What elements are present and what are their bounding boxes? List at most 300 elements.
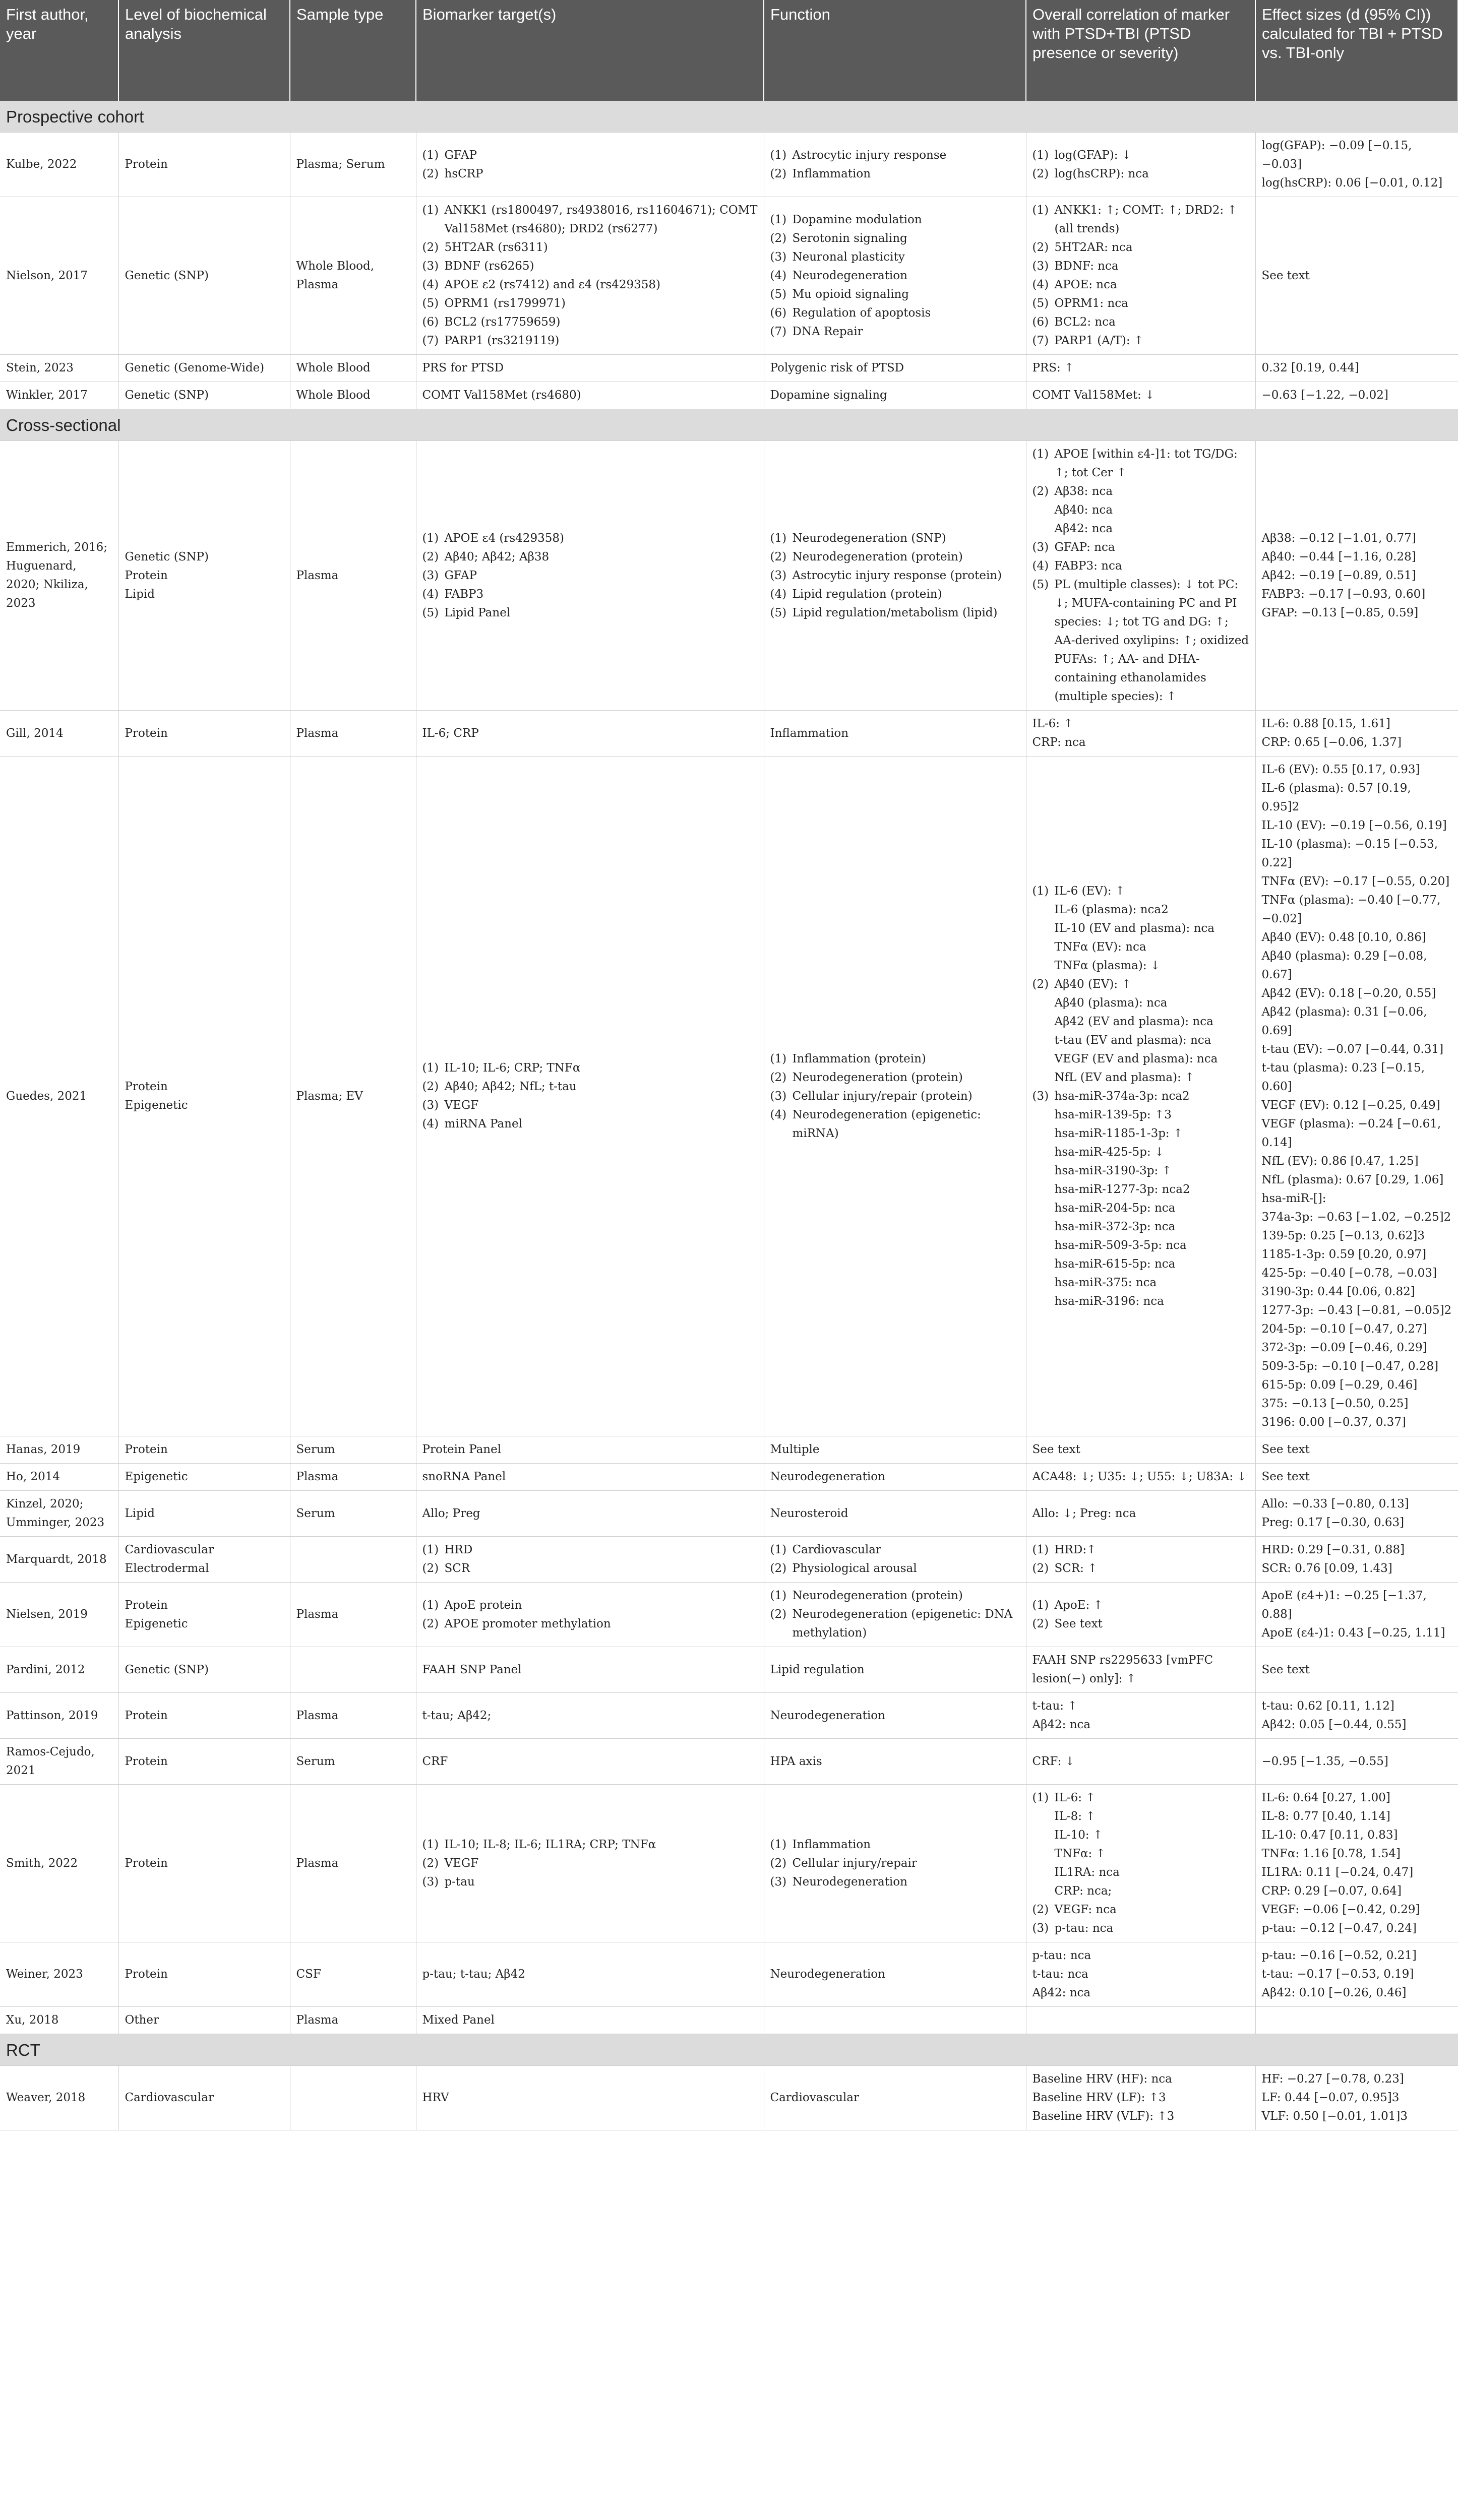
item-number: (1) (1032, 1543, 1049, 1556)
col-header-author: First author, year (0, 0, 118, 101)
level-text: Cardiovascular (125, 2091, 214, 2104)
correlation-item (1032, 165, 1249, 183)
item-text: hsa-miR-3196: nca (1054, 1294, 1164, 1308)
level-cell (118, 1647, 290, 1693)
correlation-text: IL-6: ↑ (1032, 717, 1073, 730)
item-number: (5) (770, 287, 787, 301)
level-text: Genetic (SNP) (125, 389, 209, 402)
item-text: NfL (EV and plasma): ↑ (1054, 1070, 1195, 1084)
item-number: (2) (1032, 167, 1049, 180)
level-text: Genetic (SNP) (125, 550, 209, 563)
level-text: Protein (125, 569, 168, 582)
author-cell: Ho, 2014 (0, 1464, 118, 1491)
item-number: (2) (1032, 977, 1049, 991)
function-cell: Neurodegeneration (764, 1464, 1026, 1491)
item-number (1032, 1807, 1055, 1826)
effect-size-text: t-tau: 0.62 [0.11, 1.12] (1261, 1699, 1394, 1713)
effect-size-text: 374a-3p: −0.63 [−1.02, −0.25]2 (1261, 1211, 1451, 1224)
biomarker-item (422, 294, 758, 313)
sample-text: Serum (296, 1754, 335, 1768)
item-text: Aβ38: nca (1054, 485, 1113, 498)
level-text: Lipid (125, 1506, 155, 1520)
function-item-list (770, 1050, 1020, 1143)
correlation-cell (1026, 197, 1255, 355)
function-cell (764, 197, 1026, 355)
item-text: Aβ40: nca (1054, 503, 1113, 517)
correlation-cell (1026, 1583, 1255, 1647)
level-text: Protein (125, 1754, 168, 1768)
item-number (1032, 1162, 1055, 1180)
correlation-item (1032, 1050, 1249, 1068)
item-text: Cellular injury/repair (792, 1856, 917, 1870)
sample-text: Plasma; Serum (296, 158, 385, 171)
level-cell (118, 1464, 290, 1491)
item-text: VEGF: nca (1054, 1903, 1117, 1916)
biomarker-cell (416, 1785, 764, 1942)
correlation-item (1032, 1596, 1249, 1615)
item-text: BCL2 (rs17759659) (444, 316, 561, 329)
function-item-list (770, 529, 1020, 622)
sample-cell (290, 2066, 416, 2130)
item-text: hsa-miR-372-3p: nca (1054, 1220, 1176, 1233)
biomarker-cell: snoRNA Panel (416, 1464, 764, 1491)
level-cell (118, 1785, 290, 1942)
item-text: SCR (444, 1562, 470, 1575)
function-item (770, 1836, 1020, 1854)
correlation-cell (1026, 1693, 1255, 1739)
function-cell: Neurosteroid (764, 1491, 1026, 1537)
function-item (770, 604, 1020, 622)
level-cell (118, 133, 290, 197)
effect-size-text: IL-10: 0.47 [0.11, 0.83] (1261, 1829, 1398, 1842)
sample-text: Serum (296, 1443, 335, 1456)
item-number: (5) (1032, 578, 1049, 591)
table-row (0, 1537, 1458, 1583)
correlation-text: CRP: nca (1032, 736, 1086, 749)
item-number (1032, 1236, 1055, 1255)
effect-size-text: TNFα (plasma): −0.40 [−0.77, −0.02] (1261, 894, 1441, 925)
correlation-item (1032, 257, 1249, 276)
function-item (770, 1873, 1020, 1892)
effect-size-text: NfL (plasma): 0.67 [0.29, 1.06] (1261, 1173, 1444, 1186)
effect-size-text: Aβ40: −0.44 [−1.16, 0.28] (1261, 550, 1416, 563)
correlation-item (1032, 1124, 1249, 1143)
effect-size-cell (1255, 1693, 1458, 1739)
effect-size-text: t-tau (EV): −0.07 [−0.44, 0.31] (1261, 1043, 1444, 1056)
item-number: (3) (422, 569, 439, 582)
correlation-item (1032, 1180, 1249, 1199)
item-text: FABP3 (444, 587, 484, 601)
item-number: (2) (1032, 241, 1049, 254)
item-text: hsa-miR-3190-3p: ↑ (1054, 1164, 1172, 1177)
item-number (1032, 919, 1055, 938)
effect-size-cell (1255, 2007, 1458, 2034)
function-cell: Neurodegeneration (764, 1693, 1026, 1739)
item-text: Cellular injury/repair (protein) (792, 1089, 973, 1103)
function-item-list (770, 146, 1020, 183)
author-cell: Nielson, 2017 (0, 197, 118, 355)
effect-size-cell (1255, 757, 1458, 1436)
correlation-cell (1026, 757, 1255, 1436)
effect-size-text: FABP3: −0.17 [−0.93, 0.60] (1261, 587, 1426, 601)
item-number: (4) (1032, 278, 1049, 291)
item-text: CRP: nca; (1054, 1884, 1112, 1898)
level-text: Epigenetic (125, 1617, 188, 1630)
item-text: hsa-miR-139-5p: ↑3 (1054, 1108, 1172, 1121)
col-header-level: Level of biochemical analysis (118, 0, 290, 101)
effect-size-cell (1255, 711, 1458, 757)
effect-size-text: IL-6: 0.88 [0.15, 1.61] (1261, 717, 1390, 730)
item-number: (2) (770, 550, 787, 563)
correlation-item (1032, 557, 1249, 576)
col-header-correlation: Overall correlation of marker with PTSD+TBI (PTSD presence or severity) (1026, 0, 1255, 101)
correlation-text: FAAH SNP rs2295633 [vmPFC lesion(−) only]: ↑ (1032, 1654, 1213, 1685)
level-text: Electrodermal (125, 1562, 209, 1575)
item-number: (6) (1032, 316, 1049, 329)
effect-size-text: 509-3-5p: −0.10 [−0.47, 0.28] (1261, 1360, 1439, 1373)
item-text: ApoE protein (444, 1598, 522, 1612)
effect-size-text: Preg: 0.17 [−0.30, 0.63] (1261, 1516, 1405, 1529)
effect-size-text: IL-6 (plasma): 0.57 [0.19, 0.95]2 (1261, 782, 1411, 813)
table-row (0, 2066, 1458, 2130)
item-number: (1) (1032, 1598, 1049, 1612)
item-number: (1) (422, 531, 439, 545)
effect-size-text: Aβ42: −0.19 [−0.89, 0.51] (1261, 569, 1416, 582)
function-item (770, 1541, 1020, 1559)
level-cell (118, 382, 290, 409)
sample-text: Whole Blood (296, 389, 371, 402)
function-item (770, 585, 1020, 604)
item-text: p-tau (444, 1875, 475, 1888)
correlation-cell (1026, 382, 1255, 409)
level-text: Genetic (SNP) (125, 269, 209, 282)
correlation-item (1032, 1162, 1249, 1180)
function-item (770, 165, 1020, 183)
author-cell: Nielsen, 2019 (0, 1583, 118, 1647)
function-cell (764, 757, 1026, 1436)
correlation-cell (1026, 1647, 1255, 1693)
correlation-text: t-tau: nca (1032, 1968, 1088, 1981)
author-cell: Pattinson, 2019 (0, 1693, 118, 1739)
item-number: (2) (1032, 1903, 1049, 1916)
sample-text: Plasma (296, 1709, 339, 1722)
item-text: VEGF (444, 1099, 479, 1112)
item-text: IL-10 (EV and plasma): nca (1054, 921, 1215, 935)
item-text: hsa-miR-375: nca (1054, 1276, 1157, 1289)
sample-text: Whole Blood (296, 361, 371, 374)
function-cell (764, 1537, 1026, 1583)
item-number: (5) (1032, 297, 1049, 310)
sample-cell (290, 2007, 416, 2034)
item-text: TNFα (plasma): ↓ (1054, 959, 1161, 972)
level-cell (118, 2066, 290, 2130)
correlation-item (1032, 1292, 1249, 1311)
effect-size-text: Aβ40 (EV): 0.48 [0.10, 0.86] (1261, 931, 1426, 944)
item-number (1032, 994, 1055, 1013)
effect-size-text: p-tau: −0.12 [−0.47, 0.24] (1261, 1922, 1417, 1935)
table-row (0, 2007, 1458, 2034)
item-text: Neurodegeneration (792, 269, 907, 282)
item-number: (2) (422, 1562, 439, 1575)
correlation-item (1032, 975, 1249, 994)
item-number: (3) (422, 260, 439, 273)
item-text: log(hsCRP): nca (1054, 167, 1149, 180)
biomarker-cell: FAAH SNP Panel (416, 1647, 764, 1693)
item-number: (4) (770, 269, 787, 282)
correlation-item (1032, 1559, 1249, 1578)
level-cell (118, 1693, 290, 1739)
level-text: Cardiovascular (125, 1543, 214, 1556)
biomarker-cell: CRF (416, 1739, 764, 1785)
item-number: (2) (770, 1070, 787, 1084)
item-text: BDNF: nca (1054, 260, 1119, 273)
item-number: (3) (422, 1875, 439, 1888)
item-number: (2) (422, 241, 439, 254)
author-cell: Marquardt, 2018 (0, 1537, 118, 1583)
correlation-cell (1026, 1739, 1255, 1785)
biomarker-cell: t-tau; Aβ42; (416, 1693, 764, 1739)
effect-size-text: See text (1261, 1470, 1310, 1483)
correlation-item (1032, 332, 1249, 350)
item-text: hsa-miR-509-3-5p: nca (1054, 1238, 1187, 1252)
sample-cell (290, 1491, 416, 1537)
effect-size-text: See text (1261, 1663, 1310, 1676)
correlation-cell (1026, 133, 1255, 197)
item-text: IL-6: ↑ (1054, 1791, 1096, 1804)
function-cell: Cardiovascular (764, 2066, 1026, 2130)
biomarker-cell (416, 197, 764, 355)
item-number (1032, 1255, 1055, 1274)
correlation-item-list (1032, 146, 1249, 183)
effect-size-text: See text (1261, 269, 1310, 282)
effect-size-text: 372-3p: −0.09 [−0.46, 0.29] (1261, 1341, 1427, 1354)
effect-size-text: 0.32 [0.19, 0.44] (1261, 361, 1360, 374)
table-row (0, 197, 1458, 355)
correlation-item-list (1032, 445, 1249, 706)
table-row (0, 441, 1458, 711)
item-number: (5) (770, 606, 787, 619)
function-cell: Polygenic risk of PTSD (764, 355, 1026, 382)
level-text: Protein (125, 1709, 168, 1722)
item-text: OPRM1 (rs1799971) (444, 297, 566, 310)
sample-cell (290, 1693, 416, 1739)
table-row (0, 1739, 1458, 1785)
item-number: (5) (422, 297, 439, 310)
function-item (770, 1087, 1020, 1106)
table-row (0, 1491, 1458, 1537)
biomarker-item (422, 604, 758, 622)
item-number: (2) (1032, 1562, 1049, 1575)
effect-size-text: IL-6: 0.64 [0.27, 1.00] (1261, 1791, 1390, 1804)
level-cell (118, 1739, 290, 1785)
item-text: Neurodegeneration (792, 1875, 907, 1888)
item-text: TNFα (EV): nca (1054, 940, 1146, 954)
item-text: IL-6 (plasma): nca2 (1054, 903, 1169, 916)
correlation-text: Aβ42: nca (1032, 1986, 1091, 1999)
correlation-cell (1026, 1436, 1255, 1464)
item-text: 5HT2AR (rs6311) (444, 241, 548, 254)
effect-size-text: IL-10 (plasma): −0.15 [−0.53, 0.22] (1261, 838, 1438, 869)
effect-size-text: −0.63 [−1.22, −0.02] (1261, 389, 1388, 402)
item-text: miRNA Panel (444, 1117, 522, 1130)
item-number: (3) (1032, 260, 1049, 273)
effect-size-cell (1255, 441, 1458, 711)
item-number: (1) (770, 1052, 787, 1065)
effect-size-text: See text (1261, 1443, 1310, 1456)
item-text: FABP3: nca (1054, 559, 1122, 573)
item-text: Mu opioid signaling (792, 287, 909, 301)
level-cell (118, 2007, 290, 2034)
correlation-item (1032, 919, 1249, 938)
sample-cell (290, 1464, 416, 1491)
correlation-item (1032, 1882, 1249, 1901)
item-text: SCR: ↑ (1054, 1562, 1098, 1575)
item-text: Aβ40 (EV): ↑ (1054, 977, 1131, 991)
item-text: hsCRP (444, 167, 483, 180)
effect-size-text: ApoE (ε4+)1: −0.25 [−1.37, 0.88] (1261, 1589, 1427, 1621)
biomarker-cell: PRS for PTSD (416, 355, 764, 382)
correlation-cell (1026, 1537, 1255, 1583)
level-text: Protein (125, 1598, 168, 1612)
item-number (1032, 1050, 1055, 1068)
function-item (770, 529, 1020, 548)
correlation-cell (1026, 1785, 1255, 1942)
level-cell (118, 1583, 290, 1647)
correlation-item (1032, 520, 1249, 538)
item-number (1032, 938, 1055, 957)
item-number: (7) (1032, 334, 1049, 347)
item-text: OPRM1: nca (1054, 297, 1128, 310)
correlation-item (1032, 938, 1249, 957)
correlation-item (1032, 501, 1249, 520)
item-text: Aβ40 (plasma): nca (1054, 996, 1168, 1010)
biomarker-item (422, 276, 758, 294)
item-number: (4) (422, 587, 439, 601)
author-cell: Gill, 2014 (0, 711, 118, 757)
item-text: TNFα: ↑ (1054, 1847, 1106, 1860)
item-number: (1) (422, 1543, 439, 1556)
item-number: (3) (770, 1089, 787, 1103)
table-body (0, 101, 1458, 2130)
correlation-item (1032, 294, 1249, 313)
correlation-item (1032, 1919, 1249, 1938)
function-item (770, 1106, 1020, 1143)
correlation-text: t-tau: ↑ (1032, 1699, 1077, 1713)
author-cell: Smith, 2022 (0, 1785, 118, 1942)
item-number: (1) (770, 1838, 787, 1851)
item-number (1032, 1826, 1055, 1845)
item-number (1032, 1068, 1055, 1087)
author-cell: Guedes, 2021 (0, 757, 118, 1436)
item-text: Regulation of apoptosis (792, 306, 931, 320)
effect-size-text: t-tau (plasma): 0.23 [−0.15, 0.60] (1261, 1061, 1425, 1093)
correlation-item-list (1032, 1789, 1249, 1938)
effect-size-cell (1255, 1537, 1458, 1583)
correlation-text: See text (1032, 1443, 1080, 1456)
correlation-cell (1026, 711, 1255, 757)
item-number (1032, 901, 1055, 919)
correlation-item (1032, 1087, 1249, 1106)
item-number: (3) (770, 1875, 787, 1888)
function-item (770, 1605, 1020, 1643)
biomarker-item (422, 1854, 758, 1873)
item-text: hsa-miR-204-5p: nca (1054, 1201, 1176, 1215)
table-row (0, 1436, 1458, 1464)
biomarker-item (422, 238, 758, 257)
effect-size-cell (1255, 1583, 1458, 1647)
author-cell: Weaver, 2018 (0, 2066, 118, 2130)
correlation-text: Baseline HRV (VLF): ↑3 (1032, 2110, 1175, 2123)
effect-size-cell (1255, 382, 1458, 409)
item-text: 5HT2AR: nca (1054, 241, 1133, 254)
biomarker-item-list (422, 1836, 758, 1892)
author-cell: Ramos-Cejudo, 2021 (0, 1739, 118, 1785)
section-title: Cross-sectional (0, 409, 1458, 441)
biomarker-cell (416, 1583, 764, 1647)
author-cell: Kinzel, 2020; Umminger, 2023 (0, 1491, 118, 1537)
correlation-text: Allo: ↓; Preg: nca (1032, 1506, 1136, 1520)
effect-size-cell (1255, 1942, 1458, 2007)
item-number: (2) (770, 1856, 787, 1870)
item-number: (7) (422, 334, 439, 347)
item-text: hsa-miR-374a-3p: nca2 (1054, 1089, 1190, 1103)
item-number: (1) (1032, 148, 1049, 162)
biomarker-item (422, 332, 758, 350)
item-number: (1) (770, 148, 787, 162)
biomarker-item (422, 1873, 758, 1892)
effect-size-text: 1277-3p: −0.43 [−0.81, −0.05]2 (1261, 1304, 1452, 1317)
biomarker-item (422, 529, 758, 548)
correlation-item (1032, 1901, 1249, 1919)
biomarker-item (422, 201, 758, 238)
item-number (1032, 520, 1055, 538)
item-text: Neurodegeneration (protein) (792, 1589, 963, 1602)
level-cell (118, 1537, 290, 1583)
function-item (770, 1559, 1020, 1578)
biomarker-item (422, 1078, 758, 1096)
sample-text: Plasma (296, 1608, 339, 1621)
correlation-item (1032, 1218, 1249, 1236)
biomarker-cell: COMT Val158Met (rs4680) (416, 382, 764, 409)
item-number: (2) (770, 167, 787, 180)
item-number: (1) (770, 1543, 787, 1556)
effect-size-text: log(GFAP): −0.09 [−0.15, −0.03] (1261, 139, 1412, 171)
item-number (1032, 957, 1055, 975)
biomarker-cell: Mixed Panel (416, 2007, 764, 2034)
header-row (0, 0, 1458, 101)
biomarker-item (422, 1559, 758, 1578)
correlation-item (1032, 313, 1249, 332)
biomarker-cell: Protein Panel (416, 1436, 764, 1464)
item-text: Neurodegeneration (protein) (792, 550, 963, 563)
correlation-text: Baseline HRV (HF): nca (1032, 2072, 1172, 2086)
item-number: (2) (770, 1608, 787, 1621)
correlation-item (1032, 1031, 1249, 1050)
item-number (1032, 1124, 1055, 1143)
item-number (1032, 1106, 1055, 1124)
item-number: (6) (422, 316, 439, 329)
sample-cell (290, 197, 416, 355)
correlation-item (1032, 1826, 1249, 1845)
correlation-item (1032, 276, 1249, 294)
item-text: VEGF (EV and plasma): nca (1054, 1052, 1218, 1065)
correlation-item (1032, 482, 1249, 501)
function-item-list (770, 1587, 1020, 1643)
function-item (770, 229, 1020, 248)
correlation-item (1032, 1143, 1249, 1162)
item-text: APOE: nca (1054, 278, 1117, 291)
sample-cell (290, 1583, 416, 1647)
